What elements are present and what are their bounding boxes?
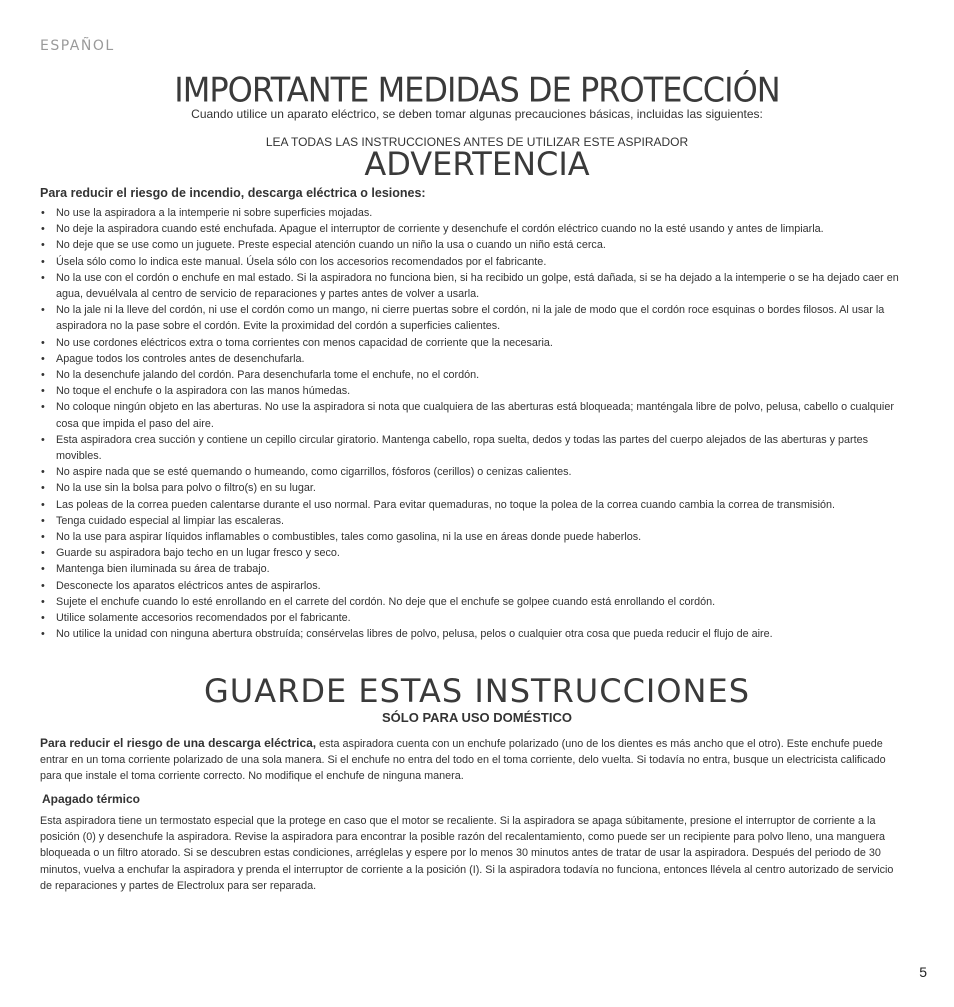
intro-text: Cuando utilice un aparato eléctrico, se deben tomar algunas precauciones básicas, incluidas las siguientes:: [191, 107, 763, 121]
list-item: • Apague todos los controles antes de desenchufarla.: [40, 351, 910, 367]
language-label: ESPAÑOL: [40, 38, 115, 54]
list-item: • Guarde su aspiradora bajo techo en un lugar fresco y seco.: [40, 545, 910, 561]
list-item: • No la jale ni la lleve del cordón, ni use el cordón como un mango, ni cierre puertas sobre el cordón, ni la jale de modo que el cordón roce esquinas o bordes filosos. Al usar la aspiradora no la pase sobre el cordón. Evite la proximidad del cordón a superficies calientes.: [40, 302, 910, 334]
list-item: • No la use con el cordón o enchufe en mal estado. Si la aspiradora no funciona bien, si ha recibido un golpe, está dañada, si se ha dejado a la intemperie o se ha dejado caer en agua, devuélvala al centro de servicio de reparaciones y partes antes de volver a usarla.: [40, 270, 910, 302]
thermal-shutoff-heading: Apagado térmico: [42, 792, 141, 806]
warning-title: ADVERTENCIA: [364, 145, 590, 183]
polarized-text: esta aspiradora cuenta con un enchufe polarizado (uno de los dientes es más ancho que el otro). Este enchufe puede entrar en un toma corriente polarizado de una sola manera. Si el enchufe no entra del todo en el toma corriente, delo vuelta. Si todavía no entra, busque un electricista calificado para que instale el toma corriente correcto. No modifique el enchufe de ninguna manera.: [40, 738, 886, 783]
list-item: • Desconecte los aparatos eléctricos antes de aspirarlos.: [40, 578, 910, 594]
list-item: • Sujete el enchufe cuando lo esté enrollando en el carrete del cordón. No deje que el enchufe se golpee cuando está enrollando el cordón.: [40, 594, 910, 610]
list-item: • No aspire nada que se esté quemando o humeando, como cigarrillos, fósforos (cerillos) o cenizas calientes.: [40, 464, 910, 480]
thermal-shutoff-paragraph: Esta aspiradora tiene un termostato especial que la protege en caso que el motor se recaliente. Si la aspiradora se apaga súbitamente, presione el interruptor de corriente a la posición (0) y desenchufe la aspiradora. Revise la aspiradora para encontrar la posible razón del recalentamiento, como puede ser un recipiente para polvo lleno, una manguera bloqueada o un filtro atorado. Si se descubren estas condiciones, arréglelas y espere por lo menos 30 minutos antes de tratar de usar la aspiradora. Después del periodo de 30 minutos, vuelva a enchufar la aspiradora y prenda el interruptor de corriente a la posición (I). Si la aspiradora todavía no funciona, entonces llévela al centro autorizado de servicio de reparaciones y partes de Electrolux para ser reparada.: [40, 815, 894, 892]
list-item: • No coloque ningún objeto en las aberturas. No use la aspiradora si nota que cualquiera de las aberturas está bloqueada; manténgala libre de polvo, pelusa, cabello o cualquier cosa que impida el paso del aire.: [40, 399, 910, 431]
list-item: • No la use sin la bolsa para polvo o filtro(s) en su lugar.: [40, 480, 910, 496]
list-item: • Tenga cuidado especial al limpiar las escaleras.: [40, 513, 910, 529]
list-item: • No use la aspiradora a la intemperie ni sobre superficies mojadas.: [40, 205, 910, 221]
list-item: • Mantenga bien iluminada su área de trabajo.: [40, 561, 910, 577]
list-item: • No toque el enchufe o la aspiradora con las manos húmedas.: [40, 383, 910, 399]
list-item: • No deje la aspiradora cuando esté enchufada. Apague el interruptor de corriente y desenchufe el cordón eléctrico cuando no la esté usando y antes de limpiarla.: [40, 221, 910, 237]
read-all-notice: LEA TODAS LAS INSTRUCCIONES ANTES DE UTILIZAR ESTE ASPIRADOR: [265, 135, 689, 149]
list-item: • No la desenchufe jalando del cordón. Para desenchufarla tome el enchufe, no el cordón.: [40, 367, 910, 383]
list-item: • No use cordones eléctricos extra o toma corrientes con menos capacidad de corriente que la necesaria.: [40, 335, 910, 351]
list-item: • Utilice solamente accesorios recomendados por el fabricante.: [40, 610, 910, 626]
warning-list: [40, 205, 910, 642]
list-item: • Esta aspiradora crea succión y contiene un cepillo circular giratorio. Mantenga cabello, ropa suelta, dedos y todas las partes del cuerpo alejados de las aberturas y partes movibles.: [40, 432, 910, 464]
risk-heading: Para reducir el riesgo de incendio, descarga eléctrica o lesiones:: [40, 186, 426, 200]
save-instructions-title: GUARDE ESTAS INSTRUCCIONES: [203, 672, 750, 710]
list-item: • No la use para aspirar líquidos inflamables o combustibles, tales como gasolina, ni la use en áreas donde puede haberlos.: [40, 529, 910, 545]
list-item: • Las poleas de la correa pueden calentarse durante el uso normal. Para evitar quemaduras, no toque la polea de la correa cuando cambia la correa de transmisión.: [40, 497, 910, 513]
list-item: • Úsela sólo como lo indica este manual. Úsela sólo con los accesorios recomendados por el fabricante.: [40, 254, 910, 270]
polarized-lead: Para reducir el riesgo de una descarga eléctrica,: [40, 736, 317, 750]
domestic-use-label: SÓLO PARA USO DOMÉSTICO: [382, 710, 572, 725]
page-title: IMPORTANTE MEDIDAS DE PROTECCIÓN: [174, 70, 780, 110]
page-number: 5: [919, 964, 927, 980]
list-item: • No deje que se use como un juguete. Preste especial atención cuando un niño la usa o cuando un niño está cerca.: [40, 237, 910, 253]
list-item: • No utilice la unidad con ninguna abertura obstruída; consérvelas libres de polvo, pelusa, pelos o cualquier otra cosa que pueda reducir el flujo de aire.: [40, 626, 910, 642]
polarized-plug-paragraph: [40, 735, 906, 785]
